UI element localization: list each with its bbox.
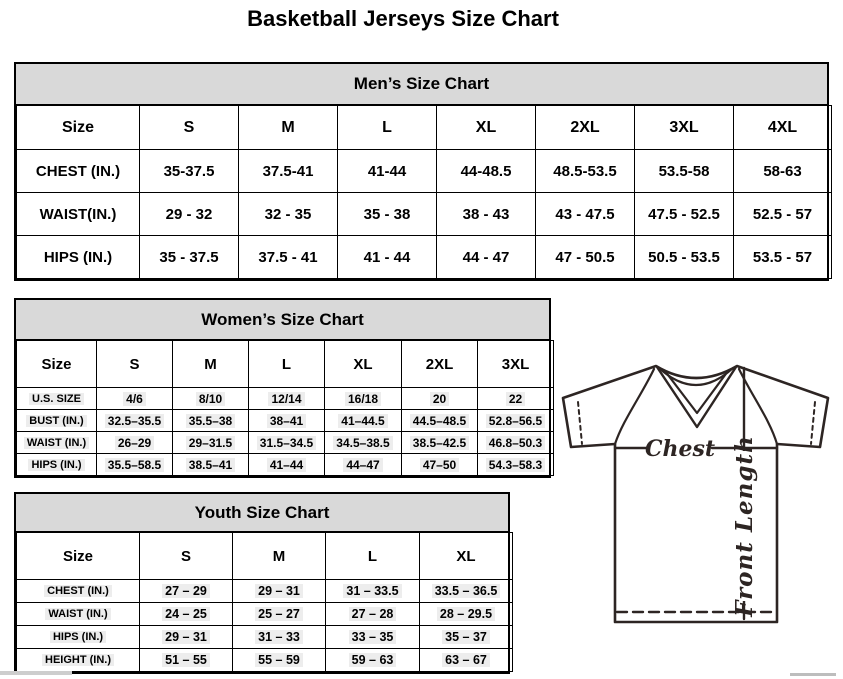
table-row bbox=[17, 150, 832, 193]
size-header-cell: 3XL bbox=[478, 341, 554, 388]
size-value-cell: 50.5 - 53.5 bbox=[635, 236, 734, 279]
row-label-text: BUST (IN.) bbox=[26, 415, 86, 427]
table-row bbox=[17, 432, 554, 454]
size-header-cell: S bbox=[140, 533, 233, 580]
size-header-cell: XL bbox=[437, 106, 536, 150]
size-header-cell: 2XL bbox=[402, 341, 478, 388]
size-value-cell: 44 - 47 bbox=[437, 236, 536, 279]
size-value-cell bbox=[140, 580, 233, 603]
size-value-text: 29 – 31 bbox=[255, 584, 303, 598]
row-label bbox=[17, 432, 97, 454]
row-label-text: WAIST (IN.) bbox=[45, 608, 110, 620]
row-label bbox=[17, 454, 97, 476]
size-value-text: 35.5–38 bbox=[186, 414, 235, 428]
size-value-cell: 43 - 47.5 bbox=[536, 193, 635, 236]
size-value-text: 32.5–35.5 bbox=[105, 414, 164, 428]
size-header-cell: M bbox=[239, 106, 338, 150]
size-value-cell bbox=[402, 454, 478, 476]
size-value-cell bbox=[420, 580, 513, 603]
size-value-cell bbox=[326, 649, 420, 672]
size-value-cell bbox=[325, 410, 402, 432]
size-value-cell bbox=[249, 410, 325, 432]
size-value-cell bbox=[173, 388, 249, 410]
size-value-cell bbox=[233, 580, 326, 603]
size-value-text: 59 – 63 bbox=[349, 653, 397, 667]
size-value-text: 31.5–34.5 bbox=[257, 436, 316, 450]
sleeve-stitch-left-icon bbox=[578, 402, 582, 444]
size-value-text: 31 – 33.5 bbox=[343, 584, 401, 598]
table-title-band: Men’s Size Chart bbox=[16, 64, 827, 105]
size-value-cell bbox=[233, 649, 326, 672]
size-header-row bbox=[17, 533, 513, 580]
jersey-diagram bbox=[553, 356, 843, 656]
size-value-text: 22 bbox=[506, 392, 525, 406]
size-value-text: 27 – 28 bbox=[349, 607, 397, 621]
size-table bbox=[16, 105, 832, 279]
size-header-cell: S bbox=[97, 341, 173, 388]
size-value-cell bbox=[97, 410, 173, 432]
size-value-cell: 58-63 bbox=[734, 150, 832, 193]
size-value-text: 29–31.5 bbox=[186, 436, 235, 450]
size-value-cell bbox=[173, 454, 249, 476]
size-value-text: 24 – 25 bbox=[162, 607, 210, 621]
size-value-text: 46.8–50.3 bbox=[486, 436, 545, 450]
size-value-cell bbox=[325, 388, 402, 410]
size-value-cell: 52.5 - 57 bbox=[734, 193, 832, 236]
size-value-cell: 32 - 35 bbox=[239, 193, 338, 236]
size-value-cell bbox=[478, 410, 554, 432]
size-value-text: 41–44 bbox=[267, 458, 306, 472]
size-header-cell: L bbox=[326, 533, 420, 580]
table-row bbox=[17, 410, 554, 432]
table-title-band: Youth Size Chart bbox=[16, 494, 508, 532]
size-value-cell bbox=[97, 432, 173, 454]
size-value-text: 41–44.5 bbox=[338, 414, 387, 428]
size-value-text: 33 – 35 bbox=[349, 630, 397, 644]
size-value-cell bbox=[97, 454, 173, 476]
size-value-cell bbox=[249, 454, 325, 476]
size-value-text: 38.5–41 bbox=[186, 458, 235, 472]
row-label bbox=[17, 580, 140, 603]
size-value-cell: 41 - 44 bbox=[338, 236, 437, 279]
size-value-text: 35.5–58.5 bbox=[105, 458, 164, 472]
table-row bbox=[17, 649, 513, 672]
size-value-text: 52.8–56.5 bbox=[486, 414, 545, 428]
size-value-cell: 38 - 43 bbox=[437, 193, 536, 236]
size-header-row bbox=[17, 106, 832, 150]
size-value-text: 44.5–48.5 bbox=[410, 414, 469, 428]
size-value-cell bbox=[402, 388, 478, 410]
table-row bbox=[17, 236, 832, 279]
size-header-cell: XL bbox=[325, 341, 402, 388]
chest-label: Chest bbox=[644, 436, 716, 462]
size-value-cell bbox=[233, 603, 326, 626]
front-length-label: Front Length bbox=[731, 435, 758, 617]
table-row bbox=[17, 603, 513, 626]
size-value-cell bbox=[325, 454, 402, 476]
size-value-text: 8/10 bbox=[196, 392, 225, 406]
size-table bbox=[16, 532, 513, 672]
size-value-cell bbox=[326, 603, 420, 626]
youth-size-chart-table bbox=[14, 492, 510, 674]
row-label: WAIST(IN.) bbox=[17, 193, 140, 236]
size-value-cell bbox=[478, 432, 554, 454]
size-value-text: 20 bbox=[430, 392, 449, 406]
size-value-cell: 53.5 - 57 bbox=[734, 236, 832, 279]
size-value-cell bbox=[173, 410, 249, 432]
size-value-cell: 41-44 bbox=[338, 150, 437, 193]
size-value-cell bbox=[478, 454, 554, 476]
size-value-text: 35 – 37 bbox=[442, 630, 490, 644]
row-label-text: HEIGHT (IN.) bbox=[42, 654, 114, 666]
size-column-header: Size bbox=[17, 106, 140, 150]
table-row bbox=[17, 388, 554, 410]
size-header-cell: S bbox=[140, 106, 239, 150]
size-value-cell bbox=[326, 580, 420, 603]
row-label-text: HIPS (IN.) bbox=[50, 631, 106, 643]
size-value-text: 31 – 33 bbox=[255, 630, 303, 644]
row-label-text: HIPS (IN.) bbox=[28, 459, 84, 471]
size-value-cell bbox=[140, 603, 233, 626]
sleeve-stitch-right-icon bbox=[811, 402, 815, 444]
size-header-cell: L bbox=[249, 341, 325, 388]
size-value-text: 38.5–42.5 bbox=[410, 436, 469, 450]
size-header-cell: M bbox=[173, 341, 249, 388]
size-value-text: 29 – 31 bbox=[162, 630, 210, 644]
table-title-band: Women’s Size Chart bbox=[16, 300, 549, 340]
row-label bbox=[17, 603, 140, 626]
row-label-text: CHEST (IN.) bbox=[44, 585, 112, 597]
scrollbar-fragment-left[interactable] bbox=[0, 671, 72, 675]
row-label: HIPS (IN.) bbox=[17, 236, 140, 279]
size-column-header: Size bbox=[17, 341, 97, 388]
size-value-text: 12/14 bbox=[268, 392, 304, 406]
table-row bbox=[17, 626, 513, 649]
size-value-cell bbox=[420, 626, 513, 649]
size-header-cell: 3XL bbox=[635, 106, 734, 150]
size-header-cell: XL bbox=[420, 533, 513, 580]
size-value-text: 55 – 59 bbox=[255, 653, 303, 667]
size-value-text: 34.5–38.5 bbox=[333, 436, 392, 450]
size-header-row bbox=[17, 341, 554, 388]
size-header-cell: 2XL bbox=[536, 106, 635, 150]
row-label bbox=[17, 626, 140, 649]
jersey-outline bbox=[563, 366, 828, 622]
size-value-cell: 37.5-41 bbox=[239, 150, 338, 193]
scrollbar-fragment-right[interactable] bbox=[790, 673, 836, 676]
table-row bbox=[17, 193, 832, 236]
size-value-cell: 47.5 - 52.5 bbox=[635, 193, 734, 236]
page-title: Basketball Jerseys Size Chart bbox=[247, 6, 559, 31]
size-value-text: 38–41 bbox=[267, 414, 306, 428]
size-value-cell: 35 - 38 bbox=[338, 193, 437, 236]
size-value-cell: 48.5-53.5 bbox=[536, 150, 635, 193]
size-value-cell bbox=[325, 432, 402, 454]
size-column-header: Size bbox=[17, 533, 140, 580]
size-value-text: 63 – 67 bbox=[442, 653, 490, 667]
armhole-seam-left bbox=[615, 369, 654, 444]
size-value-text: 25 – 27 bbox=[255, 607, 303, 621]
size-value-cell bbox=[140, 626, 233, 649]
size-value-cell: 29 - 32 bbox=[140, 193, 239, 236]
size-value-text: 16/18 bbox=[345, 392, 381, 406]
row-label bbox=[17, 410, 97, 432]
size-value-cell bbox=[420, 603, 513, 626]
size-header-cell: L bbox=[338, 106, 437, 150]
size-value-text: 47–50 bbox=[420, 458, 459, 472]
size-value-text: 26–29 bbox=[115, 436, 154, 450]
size-table bbox=[16, 340, 554, 476]
table-row bbox=[17, 580, 513, 603]
size-value-text: 54.3–58.3 bbox=[486, 458, 545, 472]
size-value-cell bbox=[402, 410, 478, 432]
size-value-cell: 35-37.5 bbox=[140, 150, 239, 193]
size-value-text: 27 – 29 bbox=[162, 584, 210, 598]
size-value-cell: 35 - 37.5 bbox=[140, 236, 239, 279]
row-label bbox=[17, 388, 97, 410]
size-value-cell: 53.5-58 bbox=[635, 150, 734, 193]
size-value-cell bbox=[233, 626, 326, 649]
womens-size-chart-table bbox=[14, 298, 551, 478]
size-value-cell bbox=[420, 649, 513, 672]
size-value-cell bbox=[97, 388, 173, 410]
table-row bbox=[17, 454, 554, 476]
row-label: CHEST (IN.) bbox=[17, 150, 140, 193]
size-value-text: 44–47 bbox=[343, 458, 382, 472]
size-value-cell bbox=[402, 432, 478, 454]
size-value-text: 28 – 29.5 bbox=[437, 607, 495, 621]
row-label-text: U.S. SIZE bbox=[29, 393, 84, 405]
size-value-cell bbox=[173, 432, 249, 454]
size-header-cell: M bbox=[233, 533, 326, 580]
size-value-cell: 37.5 - 41 bbox=[239, 236, 338, 279]
row-label-text: WAIST (IN.) bbox=[24, 437, 89, 449]
size-value-text: 33.5 – 36.5 bbox=[432, 584, 501, 598]
row-label bbox=[17, 649, 140, 672]
size-value-cell bbox=[326, 626, 420, 649]
size-value-cell bbox=[140, 649, 233, 672]
mens-size-chart-table bbox=[14, 62, 829, 281]
size-value-cell bbox=[249, 388, 325, 410]
size-value-text: 51 – 55 bbox=[162, 653, 210, 667]
size-value-cell: 44-48.5 bbox=[437, 150, 536, 193]
size-value-text: 4/6 bbox=[123, 392, 146, 406]
size-header-cell: 4XL bbox=[734, 106, 832, 150]
size-value-cell: 47 - 50.5 bbox=[536, 236, 635, 279]
size-value-cell bbox=[249, 432, 325, 454]
size-value-cell bbox=[478, 388, 554, 410]
